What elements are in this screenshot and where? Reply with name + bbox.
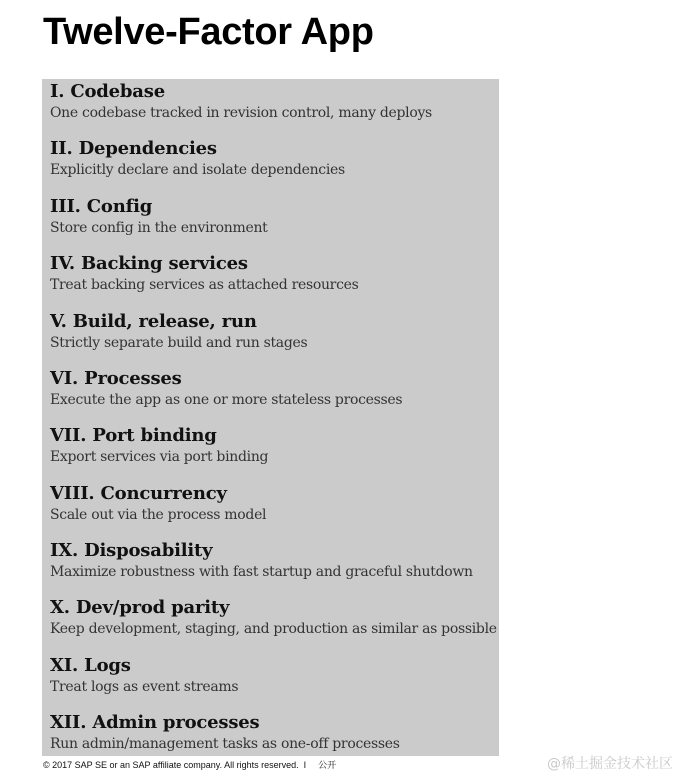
factor-item: [50, 425, 268, 467]
factor-description: Execute the app as one or more stateless processes: [50, 392, 403, 408]
factor-title: XII. Admin processes: [50, 712, 260, 733]
factor-item: [50, 196, 267, 238]
factor-description: Export services via port binding: [50, 449, 269, 465]
factor-item: [50, 597, 497, 639]
factor-item: [50, 81, 432, 123]
factor-item: [50, 311, 307, 353]
factor-item: [50, 138, 345, 180]
factor-title: IV. Backing services: [50, 253, 248, 274]
factor-description: Scale out via the process model: [50, 507, 267, 523]
factor-item: [50, 368, 402, 410]
factor-description: Store config in the environment: [50, 220, 268, 236]
factor-item: [50, 712, 400, 754]
page-title: Twelve-Factor App: [43, 11, 374, 53]
factors-list: [42, 79, 499, 756]
factor-title: V. Build, release, run: [50, 311, 257, 332]
factor-title: VI. Processes: [50, 368, 182, 389]
factor-item: [50, 540, 473, 582]
factor-title: IX. Disposability: [50, 540, 213, 561]
factor-title: II. Dependencies: [50, 138, 217, 159]
factor-title: I. Codebase: [50, 81, 165, 102]
factor-description: Run admin/management tasks as one-off processes: [50, 736, 400, 752]
factor-description: Treat backing services as attached resources: [50, 277, 359, 293]
factor-description: One codebase tracked in revision control, many deploys: [50, 105, 432, 121]
factor-description: Maximize robustness with fast startup and graceful shutdown: [50, 564, 473, 580]
factor-title: III. Config: [50, 196, 153, 217]
footer-separator: I: [303, 760, 307, 770]
factor-title: X. Dev/prod parity: [50, 597, 230, 618]
classification-label: 公开: [318, 760, 337, 770]
factor-item: [50, 253, 358, 295]
factor-title: VII. Port binding: [50, 425, 217, 446]
factor-description: Strictly separate build and run stages: [50, 335, 308, 351]
factor-title: VIII. Concurrency: [50, 483, 227, 504]
factor-item: [50, 483, 266, 525]
copyright-text: © 2017 SAP SE or an SAP affiliate company. All rights reserved.: [43, 760, 299, 770]
factor-description: Treat logs as event streams: [50, 679, 239, 695]
watermark: @稀土掘金技术社区: [547, 756, 673, 772]
factor-description: Explicitly declare and isolate dependencies: [50, 162, 345, 178]
factor-item: [50, 655, 238, 697]
footer: [43, 758, 336, 771]
factor-description: Keep development, staging, and production as similar as possible: [50, 621, 497, 637]
factor-title: XI. Logs: [50, 655, 131, 676]
